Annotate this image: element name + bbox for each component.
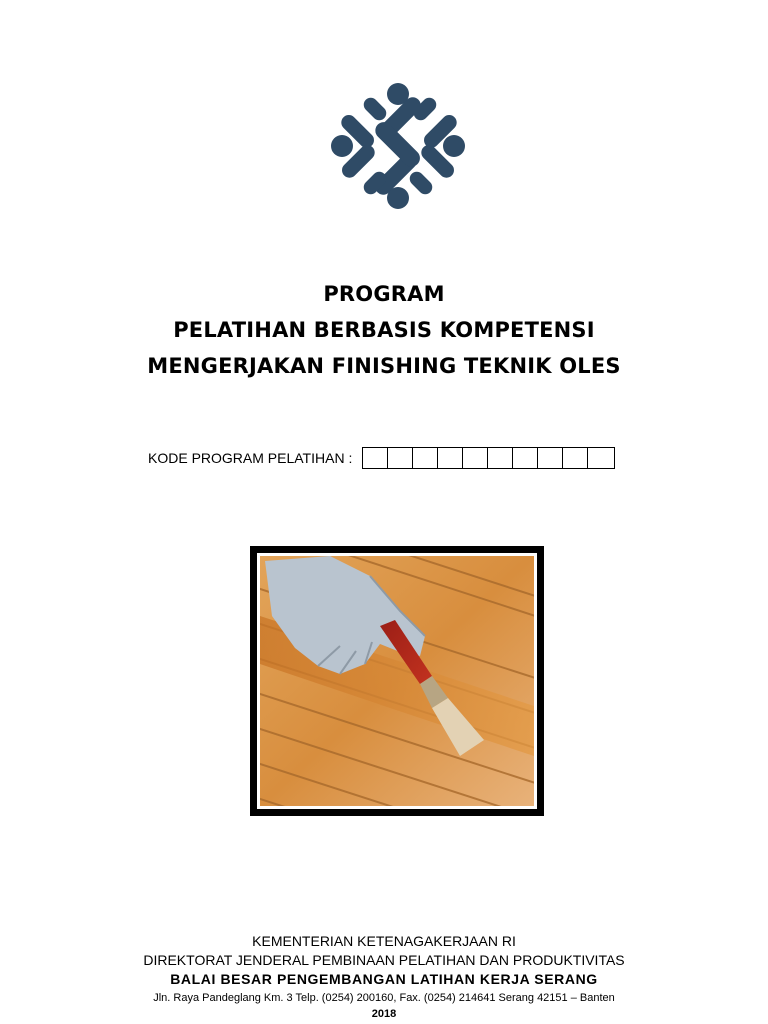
footer-directorate: DIREKTORAT JENDERAL PEMBINAAN PELATIHAN DAN PRODUKTIVITAS: [143, 952, 625, 968]
footer-year: 2018: [371, 1008, 397, 1020]
footer-institution: BALAI BESAR PENGEMBANGAN LATIHAN KERJA SERANG: [170, 971, 598, 987]
kode-program-box: [388, 448, 413, 468]
footer-address: Jln. Raya Pandeglang Km. 3 Telp. (0254) 200160, Fax. (0254) 214641 Serang 42151 – Banten: [153, 992, 615, 1004]
kode-program-box: [438, 448, 463, 468]
kode-program-boxes: [362, 447, 615, 469]
kode-program-box: [413, 448, 438, 468]
kode-program-box: [538, 448, 563, 468]
footer: [0, 932, 768, 1021]
kode-program-box: [588, 448, 614, 468]
document-title: [0, 276, 768, 384]
kode-program-label: KODE PROGRAM PELATIHAN :: [148, 450, 353, 466]
title-line-program-name: MENGERJAKAN FINISHING TEKNIK OLES: [147, 354, 621, 378]
cover-photo-frame: [250, 546, 544, 816]
wood-finishing-photo: [260, 556, 534, 806]
kode-program-box: [363, 448, 388, 468]
kode-program-box: [463, 448, 488, 468]
footer-ministry: KEMENTERIAN KETENAGAKERJAAN RI: [252, 933, 516, 949]
kode-program-box: [563, 448, 588, 468]
title-line-program: PROGRAM: [323, 282, 445, 306]
kode-program-row: [148, 447, 615, 469]
kode-program-box: [513, 448, 538, 468]
kode-program-box: [488, 448, 513, 468]
kemnaker-logo-icon: [328, 80, 468, 212]
title-line-pelatihan: PELATIHAN BERBASIS KOMPETENSI: [173, 318, 595, 342]
